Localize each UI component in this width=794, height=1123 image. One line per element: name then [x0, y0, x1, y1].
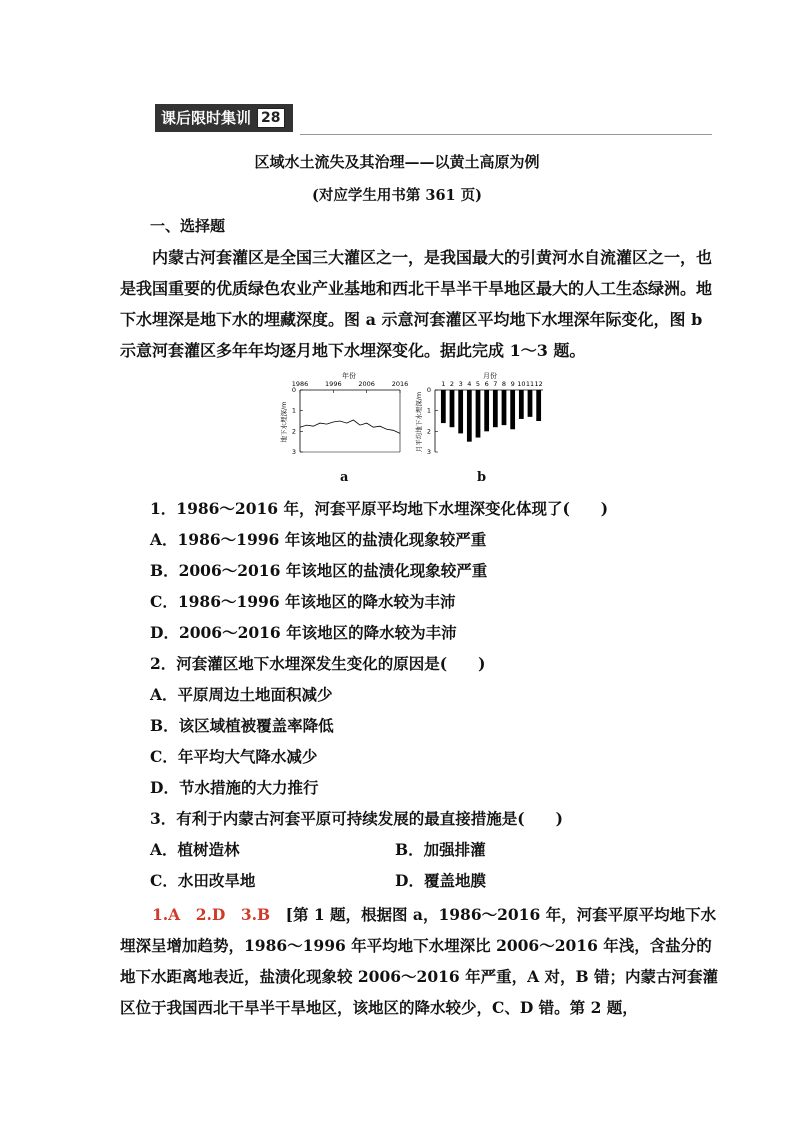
figure-b-bar	[510, 390, 515, 429]
question-3-stem: 3．有利于内蒙古河套平原可持续发展的最直接措施是( )	[150, 809, 563, 828]
header-tag-label: 课后限时集训	[161, 109, 252, 127]
figure-a-x-tick-label: 1986	[291, 380, 309, 388]
figure-a-y-tick-label: 3	[291, 448, 296, 456]
question-1-option-d: D．2006～2016 年该地区的降水较为丰沛	[150, 623, 457, 642]
figure-b-bar	[484, 390, 489, 431]
header-tag	[155, 104, 293, 132]
answer-key: 1.A 2.D 3.B	[152, 905, 271, 924]
header-number: 28	[257, 108, 284, 128]
page-subtitle: (对应学生用书第 361 页)	[311, 187, 483, 204]
figure-b-bar	[528, 390, 533, 417]
figure-b-bar	[502, 390, 507, 425]
figure-a-top-label: 年份	[342, 372, 356, 380]
header-band	[155, 104, 293, 132]
figure-b-x-tick-label: 8	[501, 380, 507, 388]
figure-b-chart	[415, 370, 550, 460]
figure-b-top-label: 月份	[483, 372, 497, 380]
question-2-option-c: C．年平均大气降水减少	[150, 747, 318, 766]
figure-b-y-tick-label: 2	[426, 427, 431, 436]
figure-b-x-tick-label: 2	[449, 380, 455, 388]
figure-a-y-tick-label: 2	[291, 427, 296, 436]
figure-a-x-tick-label: 1996	[325, 380, 342, 388]
figure-a-caption: a	[340, 470, 349, 485]
figure-b-x-tick-label: 6	[484, 380, 489, 388]
figure-b-bar	[458, 390, 463, 433]
figure-b-y-tick-label: 1	[426, 406, 431, 415]
figure-b-x-tick-label: 5	[475, 380, 481, 388]
section-heading: 一、选择题	[150, 217, 226, 235]
figure-b-x-tick-label: 1	[441, 380, 446, 388]
figure-b-bar	[493, 390, 498, 427]
question-1-stem: 1．1986～2016 年，河套平原平均地下水埋深变化体现了( )	[150, 499, 609, 518]
question-3-option-d: D．覆盖地膜	[395, 871, 486, 890]
answer-explanation: [第 1 题，根据图 a，1986～2016 年，河套平原平均地下水埋深呈增加趋势，1986～1996 年平均地下水埋深比 2006～2016 年浅，含盐分的地下水距离地表近，盐渍化现象较 2006～2016 年严重，A 对，B 错；内蒙古河套灌区位于我国西北干旱半干旱地区，该地区的降水较少，C、D 错。第 2 题，	[120, 905, 718, 1017]
figure-b-y-tick-label: 3	[426, 448, 431, 456]
figure-b-bar	[519, 390, 524, 419]
figure-b-x-tick-label: 3	[458, 380, 463, 388]
question-1-option-c: C．1986～1996 年该地区的降水较为丰沛	[150, 592, 456, 611]
header-rule	[300, 134, 712, 135]
question-2-option-b: B．该区域植被覆盖率降低	[150, 716, 334, 735]
figure-a-y-tick-label: 1	[291, 406, 296, 415]
figure-a-ylabel: 地下水埋深/m	[280, 401, 288, 443]
figure-a-chart	[280, 370, 410, 460]
figure-b-caption: b	[477, 470, 487, 485]
figure-a-series-line	[300, 420, 400, 433]
question-3-option-a: A．植树造林	[150, 840, 240, 859]
page-title: 区域水土流失及其治理——以黄土高原为例	[254, 153, 540, 171]
figure-b-bar	[450, 390, 455, 427]
question-3-option-c: C．水田改旱地	[150, 871, 256, 890]
question-1-option-b: B．2006～2016 年该地区的盐渍化现象较严重	[150, 561, 488, 580]
figure-b-x-tick-label: 9	[510, 380, 515, 388]
figure-b-bar	[536, 390, 541, 421]
figure-b-y-tick-label: 0	[426, 386, 431, 394]
question-1-option-a: A．1986～1996 年该地区的盐渍化现象较严重	[150, 530, 487, 549]
figure-b-bar	[467, 390, 472, 442]
figure-b-x-tick-label: 4	[467, 380, 472, 388]
figure-b-x-tick-label: 12	[534, 380, 543, 388]
figure-b-bar	[441, 390, 446, 423]
figure-a-x-tick-label: 2006	[358, 380, 375, 388]
question-3-option-b: B．加强排灌	[395, 840, 486, 859]
figure-a-y-tick-label: 0	[291, 386, 296, 394]
question-2-stem: 2．河套灌区地下水埋深发生变化的原因是( )	[150, 654, 486, 673]
answer-paragraph	[120, 899, 720, 1023]
figure-b-x-tick-label: 10	[517, 380, 526, 388]
figure-b-x-tick-label: 11	[525, 380, 535, 388]
question-2-option-a: A．平原周边土地面积减少	[150, 685, 333, 704]
figure-a-x-tick-label: 2016	[391, 380, 409, 388]
intro-paragraph: 内蒙古河套灌区是全国三大灌区之一，是我国最大的引黄河水自流灌区之一，也是我国重要的优质绿色农业产业基地和西北干旱半干旱地区最大的人工生态绿洲。地下水埋深是地下水的埋藏深度。图 a 示意河套灌区平均地下水埋深年际变化，图 b 示意河套灌区多年年均逐月地下水埋深变化。据此完成 1～3 题。	[120, 248, 713, 360]
figure-b-bar	[476, 390, 481, 438]
question-2-option-d: D．节水措施的大力推行	[150, 778, 319, 797]
figure-b-ylabel: 月平均地下水埋深/m	[415, 391, 423, 453]
figure-b-x-tick-label: 7	[493, 380, 498, 388]
